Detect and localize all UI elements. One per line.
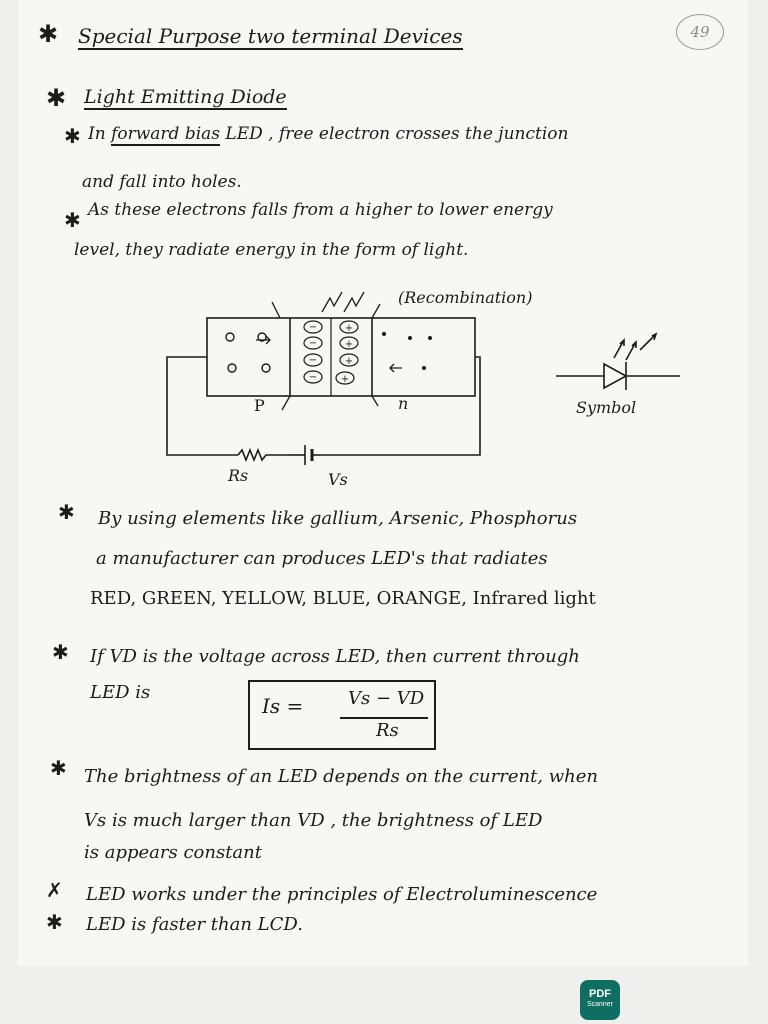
light-ray-left <box>272 302 280 318</box>
light-ray-right <box>372 304 380 318</box>
page-title: Special Purpose two terminal Devices <box>78 24 463 48</box>
formula-lhs: Is = <box>262 694 304 718</box>
p4-line2: LED is <box>90 682 151 703</box>
p2-line1: As these electrons falls from a higher to lower energy <box>88 200 553 220</box>
p4-line1: If VD is the voltage across LED, then current through <box>90 646 580 667</box>
electrons-n-side <box>382 332 432 370</box>
resistor-rs <box>238 450 290 460</box>
p-region-label: P <box>254 396 265 415</box>
page-number: 49 <box>676 14 724 50</box>
bullet-asterisk: ✱ <box>46 910 63 934</box>
led-symbol <box>556 334 680 390</box>
p7-text: LED is faster than LCD. <box>86 914 303 935</box>
light-ray <box>322 292 342 312</box>
p1-prefix: In <box>88 124 106 144</box>
bullet-asterisk: ✱ <box>64 208 81 232</box>
source-voltage-label: Vs <box>328 470 348 489</box>
bullet-asterisk: ✱ <box>52 640 69 664</box>
p3-line2: a manufacturer can produces LED's that radiates <box>96 548 548 569</box>
resistor-label: Rs <box>228 466 249 485</box>
p1-underlined: forward bias <box>111 124 221 144</box>
svg-text:−: − <box>308 372 318 383</box>
p6-text: LED works under the principles of Electroluminescence <box>86 884 598 905</box>
badge-line1: PDF <box>589 988 611 1000</box>
bullet-asterisk: ✱ <box>50 756 67 780</box>
p5-line1: The brightness of an LED depends on the current, when <box>84 766 598 787</box>
svg-text:+: + <box>344 339 354 350</box>
bullet-asterisk: ✱ <box>38 20 59 48</box>
electron-arrow <box>390 364 402 372</box>
svg-text:+: + <box>344 356 354 367</box>
bullet-cross: ✗ <box>46 878 63 902</box>
p2-line2: level, they radiate energy in the form of light. <box>74 240 469 260</box>
svg-text:+: + <box>344 323 354 334</box>
holes-p-side <box>226 333 270 372</box>
bullet-asterisk: ✱ <box>58 500 75 524</box>
bullet-asterisk: ✱ <box>46 84 67 112</box>
badge-line2: Scanner <box>586 1001 614 1008</box>
formula-numerator: Vs − VD <box>348 688 425 709</box>
circuit-wire-left <box>167 357 238 455</box>
formula-fraction-bar <box>340 717 428 719</box>
svg-text:−: − <box>308 338 318 349</box>
svg-text:+: + <box>340 374 350 385</box>
p3-line3: RED, GREEN, YELLOW, BLUE, ORANGE, Infrared light <box>90 588 596 609</box>
p1-rest: LED , free electron crosses the junction <box>225 124 569 144</box>
svg-text:−: − <box>308 355 318 366</box>
svg-text:−: − <box>308 322 318 333</box>
p5-line2: Vs is much larger than VD , the brightness of LED <box>84 810 543 831</box>
section-heading: Light Emitting Diode <box>84 86 287 108</box>
p1-line2: and fall into holes. <box>82 172 242 192</box>
light-ray <box>344 292 364 312</box>
recombination-label: (Recombination) <box>398 288 533 307</box>
led-junction-diagram <box>0 0 768 500</box>
p3-line1: By using elements like gallium, Arsenic, Phosphorus <box>98 508 578 529</box>
bullet-asterisk: ✱ <box>64 124 81 148</box>
symbol-label: Symbol <box>576 398 637 417</box>
formula-denominator: Rs <box>376 720 399 741</box>
n-region-label: n <box>398 394 409 413</box>
p5-line3: is appears constant <box>84 842 262 863</box>
pdf-scanner-logo <box>580 980 620 1020</box>
